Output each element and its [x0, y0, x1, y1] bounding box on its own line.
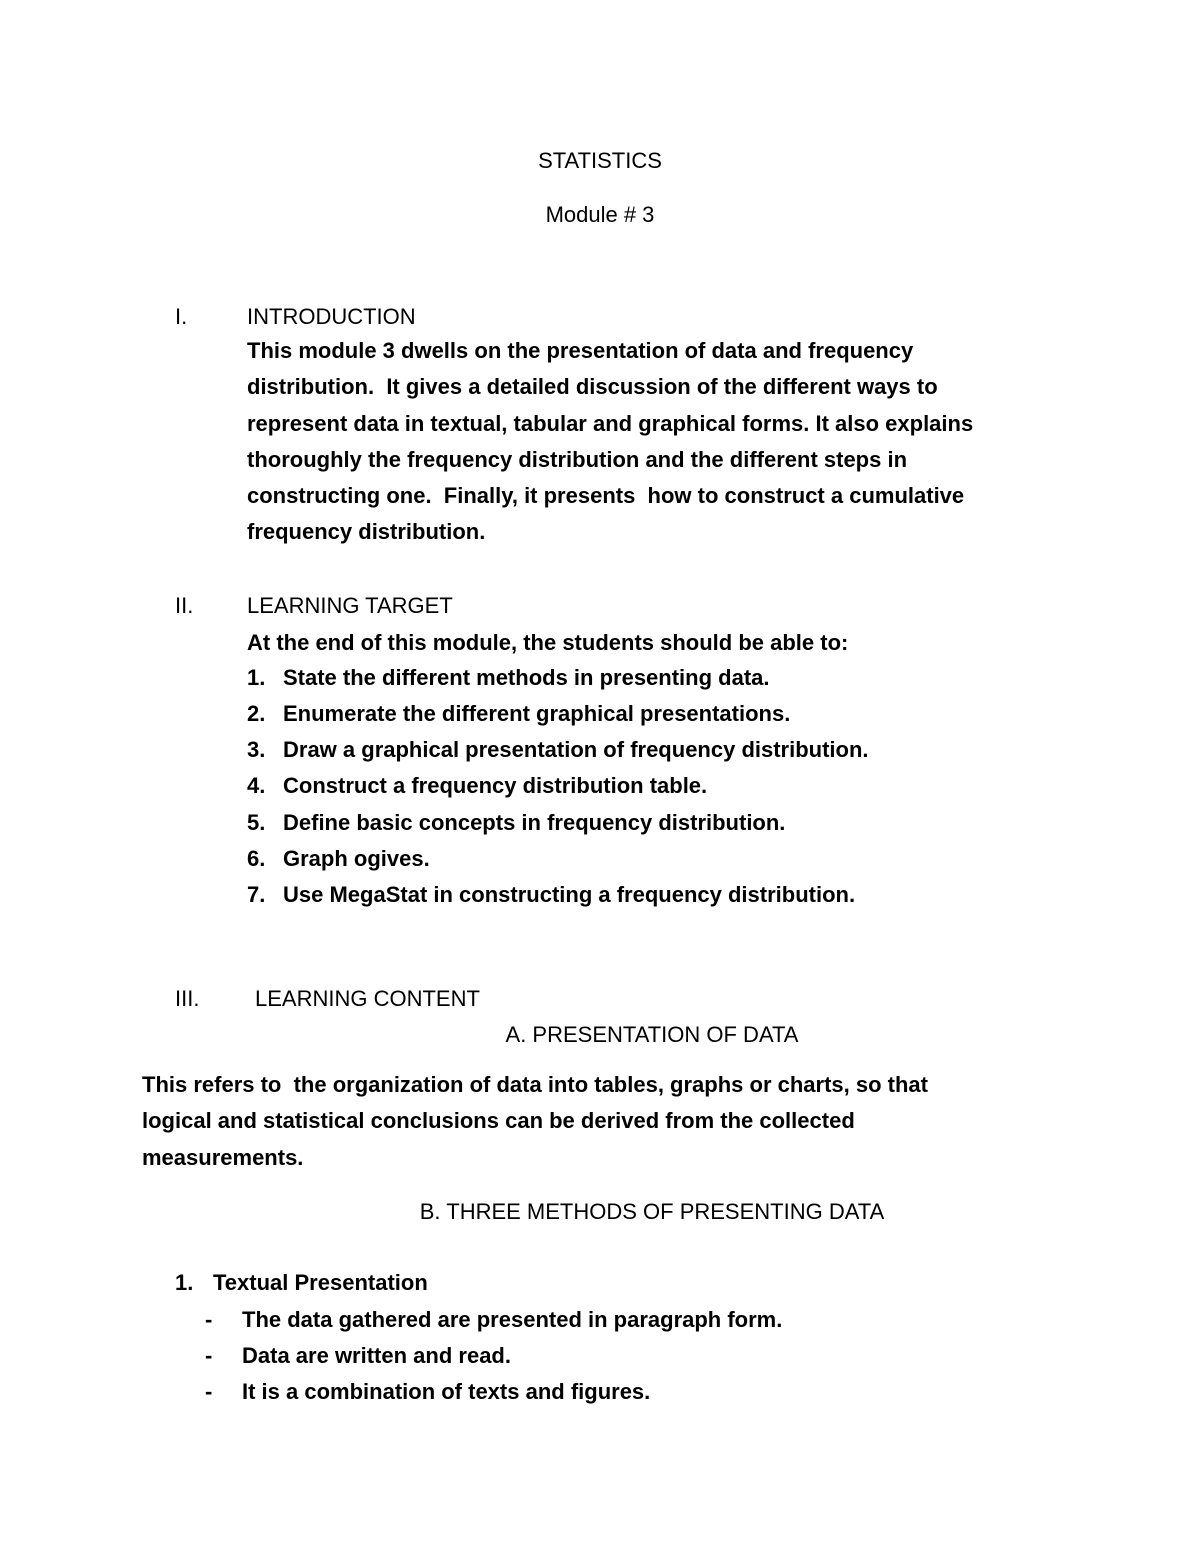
- section-numeral-target: II.: [175, 593, 194, 618]
- target-intro: At the end of this module, the students should be able to:: [247, 630, 849, 655]
- definition-line: measurements.: [142, 1144, 304, 1170]
- section-numeral-content: III.: [175, 986, 200, 1011]
- target-item-text: Construct a frequency distribution table.: [283, 773, 708, 798]
- target-item-num: 4.: [247, 773, 266, 798]
- target-item-text: Define basic concepts in frequency distribution.: [283, 810, 786, 835]
- bullet-text: Data are written and read.: [242, 1343, 511, 1368]
- section-numeral-intro: I.: [175, 304, 188, 329]
- target-item-text: Enumerate the different graphical presentations.: [283, 701, 791, 726]
- target-item-text: Use MegaStat in constructing a frequency distribution.: [283, 882, 856, 907]
- intro-line: constructing one. Finally, it presents how to construct a cumulative: [247, 483, 965, 509]
- target-item-text: State the different methods in presenting data.: [283, 665, 770, 690]
- target-item-num: 7.: [247, 882, 266, 907]
- intro-line: This module 3 dwells on the presentation of data and frequency: [247, 338, 914, 363]
- document-title: STATISTICS: [538, 148, 662, 173]
- subsection-heading-a: A. PRESENTATION OF DATA: [505, 1022, 799, 1047]
- bullet-text: The data gathered are presented in paragraph form.: [242, 1307, 783, 1332]
- section-heading-intro: INTRODUCTION: [247, 304, 416, 329]
- bullet-dash: -: [205, 1379, 213, 1404]
- bullet-dash: -: [205, 1307, 213, 1332]
- target-item-text: Graph ogives.: [283, 846, 430, 871]
- section-heading-target: LEARNING TARGET: [247, 593, 453, 618]
- method-num: 1.: [175, 1270, 194, 1295]
- target-item-num: 2.: [247, 701, 266, 726]
- target-item-text: Draw a graphical presentation of frequency distribution.: [283, 737, 869, 762]
- intro-line: distribution. It gives a detailed discussion of the different ways to: [247, 374, 938, 400]
- method-title: Textual Presentation: [213, 1270, 428, 1295]
- target-item-num: 5.: [247, 810, 266, 835]
- intro-line: frequency distribution.: [247, 519, 486, 545]
- target-item-num: 6.: [247, 846, 266, 871]
- definition-paragraph: [142, 1067, 1042, 1176]
- definition-line: logical and statistical conclusions can be derived from the collected: [142, 1108, 855, 1134]
- intro-paragraph: [247, 333, 1077, 551]
- module-number: Module # 3: [545, 202, 655, 227]
- target-item-num: 1.: [247, 665, 266, 690]
- section-heading-content: LEARNING CONTENT: [255, 986, 480, 1011]
- subsection-heading-b: B. THREE METHODS OF PRESENTING DATA: [419, 1199, 885, 1224]
- bullet-dash: -: [205, 1343, 213, 1368]
- target-item-num: 3.: [247, 737, 266, 762]
- bullet-text: It is a combination of texts and figures.: [242, 1379, 651, 1404]
- intro-line: thoroughly the frequency distribution and the different steps in: [247, 446, 908, 472]
- definition-line: This refers to the organization of data into tables, graphs or charts, so that: [142, 1072, 928, 1097]
- intro-line: represent data in textual, tabular and graphical forms. It also explains: [247, 410, 974, 436]
